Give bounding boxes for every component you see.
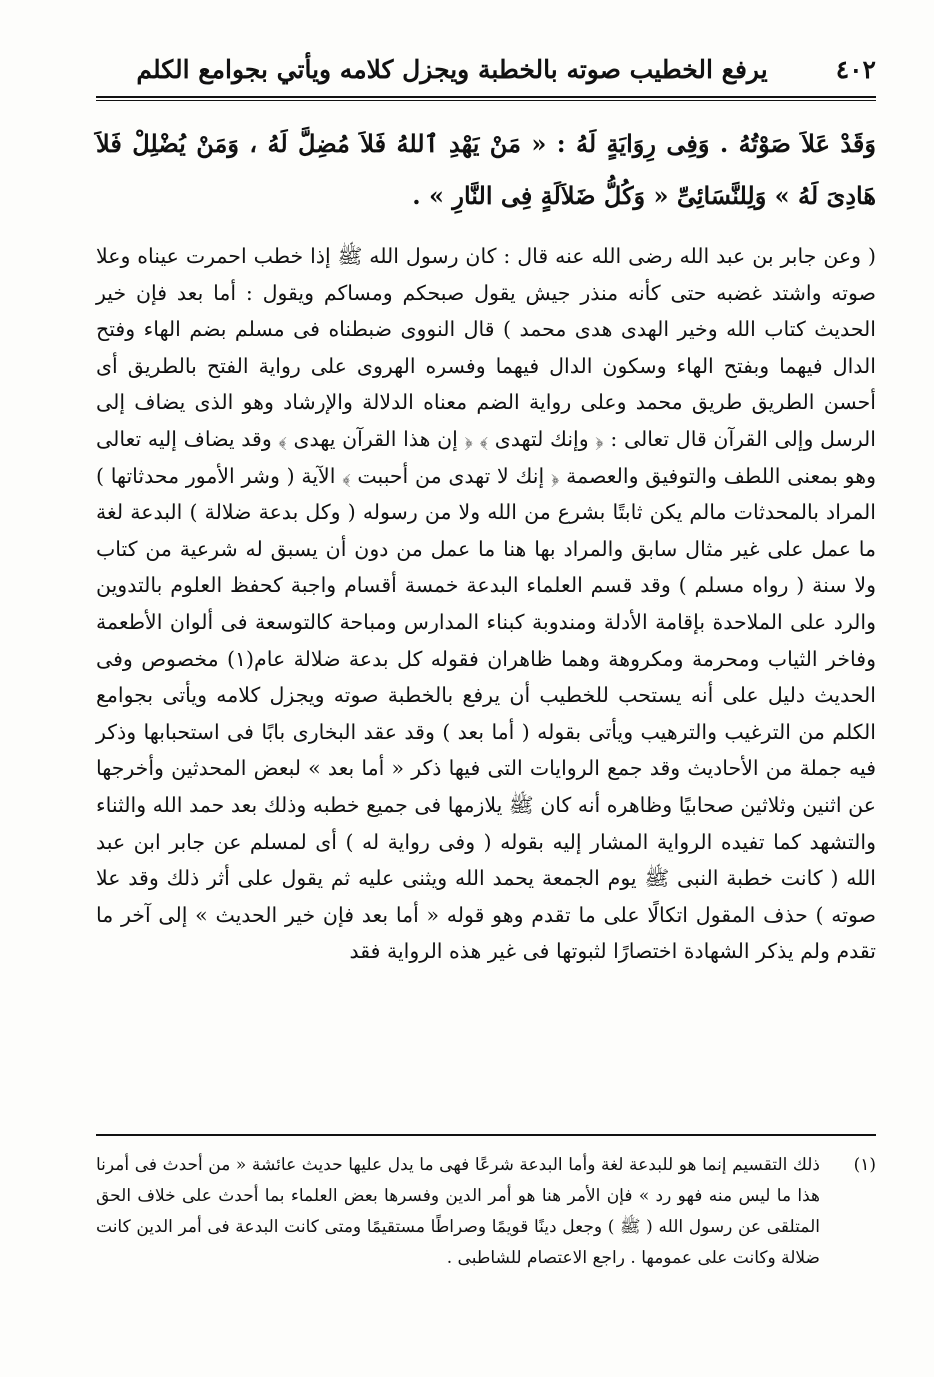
footnote-marker: (١) (853, 1155, 876, 1175)
running-title: يرفع الخطيب صوته بالخطبة ويجزل كلامه ويأتي بجوامع الكلم (136, 54, 768, 84)
footnote (96, 1150, 876, 1274)
header-rule (96, 96, 876, 98)
footnote-text: ذلك التقسيم إنما هو للبدعة لغة وأما البدعة شرعًا فهى ما يدل عليها حديث عائشة « من أحدث فى أمرنا هذا ما ليس منه فهو رد » فإن الأمر هنا هو أمر الدين وفسرها بعض العلماء بما أحدث على خلاف الحق المتلقى عن رسول الله ( ﷺ ) وجعل دينًا قويمًا وصراطًا مستقيمًا ومتى كانت البدعة فى أمر الدين كانت ضلالة وكانت على عمومها . راجع الاعتصام للشاطبى . (96, 1155, 820, 1268)
hadith-text: وَقَدْ عَلاَ صَوْتُهُ . وَفِى رِوَايَةٍ لَهُ : « مَنْ يَهْدِ ٱللهُ فَلاَ مُضِلَّ لَهُ ، وَمَنْ يُضْلِلْ فَلاَ هَادِىَ لَهُ » وَلِلنَّسَائِىِّ « وَكُلُّ ضَلاَلَةٍ فِى النَّارِ » . (96, 129, 876, 210)
header-rule-secondary (96, 100, 876, 101)
footnote-rule (96, 1134, 876, 1136)
page-header (96, 44, 876, 94)
commentary-text: ( وعن جابر بن عبد الله رضى الله عنه قال : كان رسول الله ﷺ إذا خطب احمرت عيناه وعلا صوته واشتد غضبه حتى كأنه منذر جيش يقول صبحكم ومساكم ويقول : أما بعد فإن خير الحديث كتاب الله وخير الهدى هدى محمد ) قال النووى ضبطناه فى مسلم بضم الهاء وفتح الدال فيهما وبفتح الهاء وسكون الدال فيهما وفسره الهروى على رواية الفتح بالطريق أى أحسن الطريق طريق محمد وعلى رواية الضم معناه الدلالة والإرشاد وهو الذى يضاف إلى الرسل وإلى القرآن قال تعالى : ﴿ وإنك لتهدى ﴾ ﴿ إن هذا القرآن يهدى ﴾ وقد يضاف إليه تعالى وهو بمعنى اللطف والتوفيق والعصمة ﴿ إنك لا تهدى من أحببت ﴾ الآية ( وشر الأمور محدثاتها ) المراد بالمحدثات مالم يكن ثابتًا بشرع من الله ولا من رسوله ( وكل بدعة ضلالة ) البدعة لغة ما عمل على غير مثال سابق والمراد بها هنا ما عمل من دون أن يسبق له شرعية من كتاب ولا سنة ( رواه مسلم ) وقد قسم العلماء البدعة خمسة أقسام واجبة كحفظ العلوم بالتدوين والرد على الملاحدة بإقامة الأدلة ومندوبة كبناء المدارس ومباحة كالتوسعة فى ألوان الأطعمة وفاخر الثياب ومحرمة ومكروهة وهما ظاهران فقوله كل بدعة ضلالة عام(١) مخصوص وفى الحديث دليل على أنه يستحب للخطيب أن يرفع بالخطبة صوته ويجزل كلامه ويأتى بجوامع الكلم من الترغيب والترهيب ويأتى بقوله ( أما بعد ) وقد عقد البخارى بابًا فى استحبابها وذكر فيه جملة من الأحاديث وقد جمع الروايات التى فيها ذكر « أما بعد » لبعض المحدثين وأخرجها عن اثنين وثلاثين صحابيًا وظاهره أنه كان ﷺ يلازمها فى جميع خطبه وذلك بعد حمد الله والثناء والتشهد كما تفيده الرواية المشار إليه بقوله ( وفى رواية له ) أى لمسلم عن جابر ابن عبد الله ( كانت خطبة النبى ﷺ يوم الجمعة يحمد الله ويثنى عليه ثم يقول على أثر ذلك وقد علا صوته ) حذف المقول اتكالًا على ما تقدم وهو قوله « أما بعد فإن خير الحديث » إلى آخر ما تقدم ولم يذكر الشهادة اختصارًا لثبوتها فى غير هذه الرواية فقد (96, 244, 876, 964)
page-number: ٤٠٢ (835, 54, 876, 84)
